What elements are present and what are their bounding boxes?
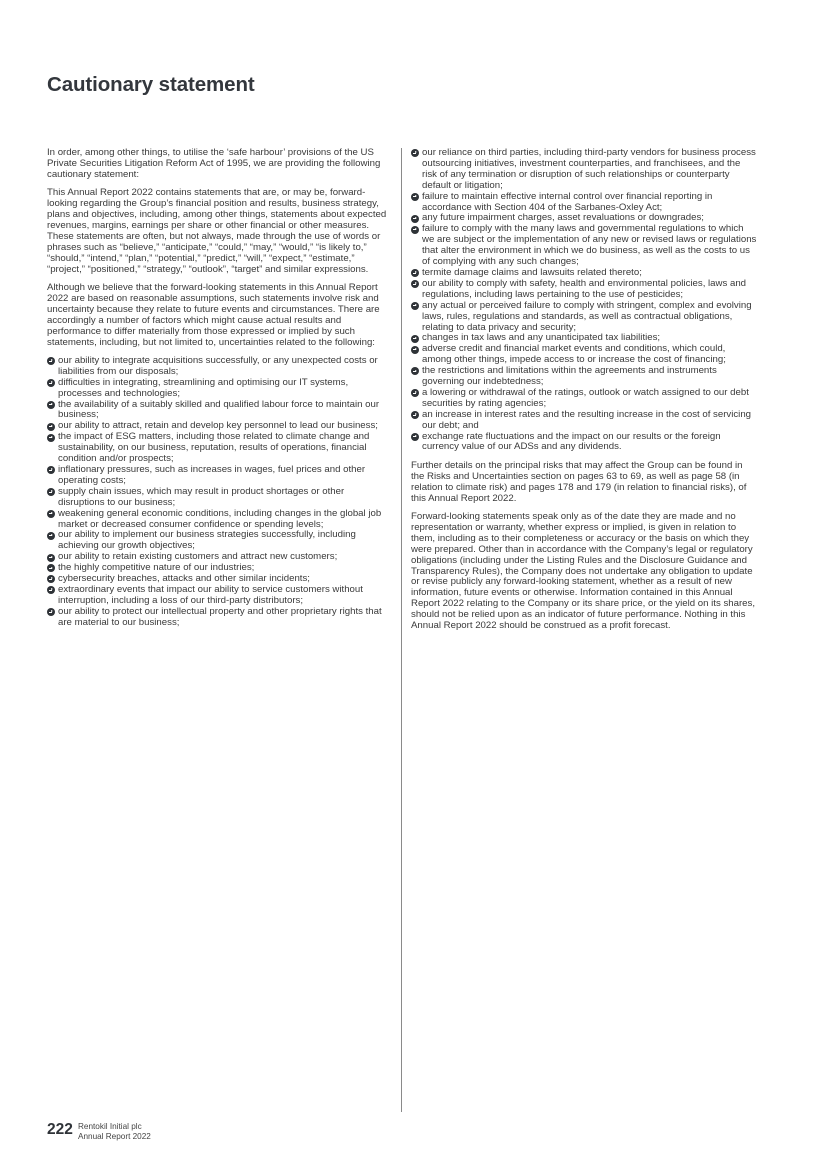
list-item-text: difficulties in integrating, streamlining and optimising our IT systems, processes and technologies; bbox=[58, 376, 349, 399]
list-item bbox=[411, 224, 757, 268]
circle-arrow-right-icon bbox=[47, 575, 55, 583]
list-item bbox=[411, 388, 757, 410]
page-number: 222 bbox=[47, 1121, 73, 1138]
circle-arrow-right-icon bbox=[47, 379, 55, 387]
list-item-text: failure to comply with the many laws and governmental regulations to which we are subject or the implementation of any new or revised laws or regulations that alter the environment in which we do business, as well as the costs to us of complying with any such changes; bbox=[422, 223, 757, 268]
risk-factor-list-left bbox=[47, 356, 391, 629]
list-item bbox=[47, 378, 391, 400]
list-item-text: our ability to comply with safety, health and environmental policies, laws and regulations, including laws pertaining to the use of pesticides; bbox=[422, 277, 747, 300]
circle-arrow-right-icon bbox=[411, 346, 419, 354]
risk-factors-paragraph: Although we believe that the forward-looking statements in this Annual Report 2022 are based on reasonable assumptions, such statements involve risk and uncertainty because they relate to future events and circumstances. There are accordingly a number of factors which might cause actual results and performance to differ materially from those expressed or implied by such statements, including, but not limited to, uncertainties related to the following: bbox=[47, 281, 380, 348]
circle-arrow-right-icon bbox=[47, 564, 55, 572]
list-item bbox=[411, 344, 757, 366]
list-item-text: adverse credit and financial market events and conditions, which could, among other things, impede access to or increase the cost of financing; bbox=[422, 343, 726, 366]
circle-arrow-right-icon bbox=[411, 269, 419, 277]
circle-arrow-right-icon bbox=[411, 215, 419, 223]
list-item-text: the restrictions and limitations within the agreements and instruments governing our indebtedness; bbox=[422, 365, 717, 388]
list-item-text: any actual or perceived failure to comply with stringent, complex and evolving laws, rules, regulations and standards, as well as contractual obligations, relating to data privacy and security; bbox=[422, 299, 752, 333]
list-item-text: the impact of ESG matters, including those related to climate change and sustainability, on our business, reputation, results of operations, financial condition and/or prospects; bbox=[58, 431, 370, 465]
footer-report-name: Annual Report 2022 bbox=[78, 1132, 151, 1141]
circle-arrow-right-icon bbox=[47, 554, 55, 562]
list-item bbox=[411, 410, 757, 432]
forward-looking-paragraph: This Annual Report 2022 contains statements that are, or may be, forward-looking regarding the Group’s financial position and results, business strategy, plans and objectives, including, among other things, statements about expected revenues, margins, earnings per share or other financial or other measures. These statements are often, but not always, made through the use of words or phrases such as “believe,” “anticipate,” “could,” “may,” “would,” “is likely to,” “should,” “intend,” “plan,” “potential,” “predict,” “will,” “expect,” “estimate,” “project,” “positioned,” “strategy,” “outlook”, “target” and similar expressions. bbox=[47, 187, 387, 275]
right-column bbox=[411, 148, 757, 639]
list-item bbox=[47, 356, 391, 378]
list-item-text: an increase in interest rates and the resulting increase in the cost of servicing our debt; and bbox=[422, 408, 752, 431]
list-item bbox=[411, 148, 757, 192]
list-item-text: weakening general economic conditions, including changes in the global job market or decreased consumer confidence or spending levels; bbox=[58, 507, 382, 530]
page-title: Cautionary statement bbox=[47, 73, 255, 96]
list-item bbox=[411, 192, 757, 214]
list-item-text: cybersecurity breaches, attacks and other similar incidents; bbox=[58, 573, 310, 585]
list-item-text: our ability to attract, retain and develop key personnel to lead our business; bbox=[58, 420, 378, 432]
list-item bbox=[47, 432, 391, 465]
circle-arrow-right-icon bbox=[47, 357, 55, 365]
list-item bbox=[411, 279, 757, 301]
list-item-text: the highly competitive nature of our industries; bbox=[58, 562, 255, 574]
circle-arrow-right-icon bbox=[47, 488, 55, 496]
list-item-text: our ability to implement our business strategies successfully, including achieving our growth objectives; bbox=[58, 529, 356, 552]
list-item bbox=[47, 465, 391, 487]
list-item-text: our ability to retain existing customers and attract new customers; bbox=[58, 551, 338, 563]
circle-arrow-right-icon bbox=[411, 149, 419, 157]
circle-arrow-right-icon bbox=[47, 532, 55, 540]
list-item bbox=[47, 487, 391, 509]
list-item-text: exchange rate fluctuations and the impact on our results or the foreign currency value of our ADSs and any dividends. bbox=[422, 430, 721, 453]
further-details-paragraph: Further details on the principal risks that may affect the Group can be found in the Risks and Uncertainties section on pages 63 to 69, as well as page 58 (in relation to climate risk) and pages 178 and 179 (in relation to financial risks), of this Annual Report 2022. bbox=[411, 459, 747, 504]
circle-arrow-right-icon bbox=[411, 280, 419, 288]
list-item bbox=[47, 607, 391, 629]
list-item-text: our ability to integrate acquisitions successfully, or any unexpected costs or liabilities from our disposals; bbox=[58, 354, 378, 377]
list-item bbox=[411, 301, 757, 334]
circle-arrow-right-icon bbox=[47, 608, 55, 616]
circle-arrow-right-icon bbox=[47, 466, 55, 474]
list-item-text: changes in tax laws and any unanticipated tax liabilities; bbox=[422, 332, 661, 344]
circle-arrow-right-icon bbox=[411, 226, 419, 234]
circle-arrow-right-icon bbox=[47, 586, 55, 594]
footer-company-name: Rentokil Initial plc bbox=[78, 1122, 142, 1131]
list-item bbox=[47, 509, 391, 531]
column-divider bbox=[401, 148, 402, 1112]
circle-arrow-right-icon bbox=[411, 193, 419, 201]
disclaimer-paragraph: Forward-looking statements speak only as of the date they are made and no representation or warranty, whether express or implied, is given in relation to them, including as to their completeness or accuracy or the basis on which they were prepared. Other than in accordance with the Company’s legal or regulatory obligations (including under the Listing Rules and the Disclosure Guidance and Transparency Rules), the Company does not undertake any obligation to update or revise publicly any forward-looking statement, whether as a result of new information, future events or otherwise. Information contained in this Annual Report 2022 relating to the Company or its share price, or the yield on its shares, should not be relied upon as an indicator of future performance. Nothing in this Annual Report 2022 should be construed as a profit forecast. bbox=[411, 511, 756, 632]
list-item-text: our reliance on third parties, including third-party vendors for business process outsourcing initiatives, investment counterparties, and franchisees, and the risk of any termination or disruption of such relationships or counterparty default or litigation; bbox=[422, 147, 756, 191]
list-item-text: inflationary pressures, such as increases in wages, fuel prices and other operating costs; bbox=[58, 463, 366, 486]
circle-arrow-right-icon bbox=[47, 423, 55, 431]
list-item bbox=[47, 530, 391, 552]
circle-arrow-right-icon bbox=[411, 302, 419, 310]
list-item-text: a lowering or withdrawal of the ratings, outlook or watch assigned to our debt securities by rating agencies; bbox=[422, 386, 749, 409]
circle-arrow-right-icon bbox=[47, 510, 55, 518]
list-item-text: any future impairment charges, asset revaluations or downgrades; bbox=[422, 212, 704, 224]
circle-arrow-right-icon bbox=[411, 411, 419, 419]
circle-arrow-right-icon bbox=[411, 335, 419, 343]
circle-arrow-right-icon bbox=[411, 367, 419, 375]
intro-paragraph: In order, among other things, to utilise the ‘safe harbour’ provisions of the US Private Securities Litigation Reform Act of 1995, we are providing the following cautionary statement: bbox=[47, 147, 381, 180]
circle-arrow-right-icon bbox=[47, 401, 55, 409]
risk-factor-list-right bbox=[411, 148, 757, 453]
list-item-text: supply chain issues, which may result in product shortages or other disruptions to our business; bbox=[58, 485, 345, 508]
circle-arrow-right-icon bbox=[47, 434, 55, 442]
list-item-text: failure to maintain effective internal control over financial reporting in accordance with Section 404 of the Sarbanes-Oxley Act; bbox=[422, 190, 713, 213]
list-item bbox=[47, 585, 391, 607]
list-item-text: termite damage claims and lawsuits related thereto; bbox=[422, 266, 642, 278]
list-item bbox=[47, 400, 391, 422]
list-item-text: our ability to protect our intellectual property and other proprietary rights that are material to our business; bbox=[58, 605, 382, 628]
list-item bbox=[411, 366, 757, 388]
circle-arrow-right-icon bbox=[411, 389, 419, 397]
list-item-text: the availability of a suitably skilled and qualified labour force to maintain our business; bbox=[58, 398, 380, 421]
list-item-text: extraordinary events that impact our ability to service customers without interruption, including a loss of our third-party distributors; bbox=[58, 583, 363, 606]
circle-arrow-right-icon bbox=[411, 433, 419, 441]
left-column bbox=[47, 148, 391, 636]
list-item bbox=[411, 432, 757, 454]
